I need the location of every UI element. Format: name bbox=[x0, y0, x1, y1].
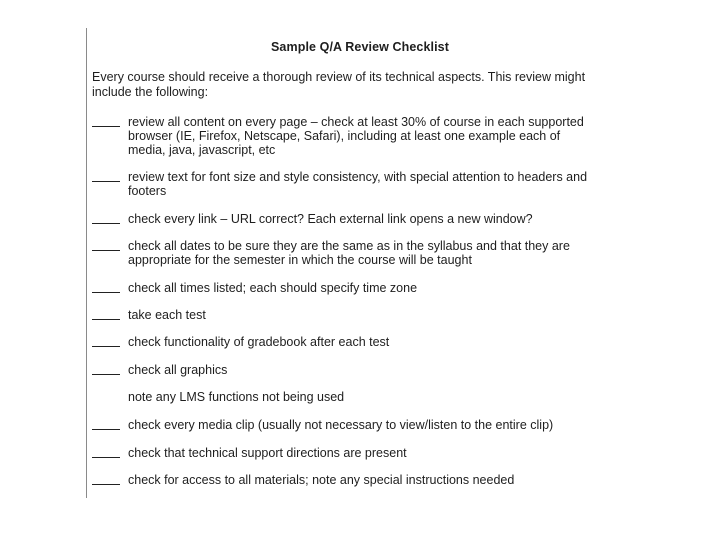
checkbox-blank bbox=[92, 418, 120, 430]
checkbox-blank bbox=[92, 281, 120, 293]
checkbox-blank bbox=[92, 308, 120, 320]
checklist-item-text: check all dates to be sure they are the same as in the syllabus and that they are appropriate for the semester in which the course will be taught bbox=[128, 239, 570, 267]
checklist-item-text: take each test bbox=[128, 308, 206, 322]
checkbox-blank bbox=[92, 473, 120, 485]
left-margin-rule bbox=[86, 28, 87, 498]
checklist-item-text: check all times listed; each should specify time zone bbox=[128, 281, 418, 295]
checklist-item-text: check for access to all materials; note any special instructions needed bbox=[128, 473, 515, 487]
checkbox-blank bbox=[92, 170, 120, 182]
checkbox-blank bbox=[92, 335, 120, 347]
intro-paragraph: Every course should receive a thorough review of its technical aspects. This review might include the following: bbox=[92, 70, 586, 99]
checklist-item-text: review all content on every page – check at least 30% of course in each supported browser (IE, Firefox, Netscape, Safari), including at least one example each of media, java, javascript, etc bbox=[128, 115, 584, 157]
checkbox-blank bbox=[92, 115, 120, 127]
document-title: Sample Q/A Review Checklist bbox=[271, 40, 449, 54]
checklist-item-text: check all graphics bbox=[128, 363, 228, 377]
checklist-item-text: review text for font size and style consistency, with special attention to headers and footers bbox=[128, 170, 588, 198]
checklist-item-text: check every link – URL correct? Each external link opens a new window? bbox=[128, 212, 533, 226]
checkbox-blank bbox=[92, 239, 120, 251]
checklist-item-text: check functionality of gradebook after each test bbox=[128, 335, 390, 349]
checkbox-blank bbox=[92, 446, 120, 458]
checklist-item-text: check every media clip (usually not necessary to view/listen to the entire clip) bbox=[128, 418, 554, 432]
checkbox-blank bbox=[92, 363, 120, 375]
checkbox-blank bbox=[92, 212, 120, 224]
checklist-item-text: note any LMS functions not being used bbox=[128, 390, 345, 404]
checklist-item-text: check that technical support directions are present bbox=[128, 446, 407, 460]
